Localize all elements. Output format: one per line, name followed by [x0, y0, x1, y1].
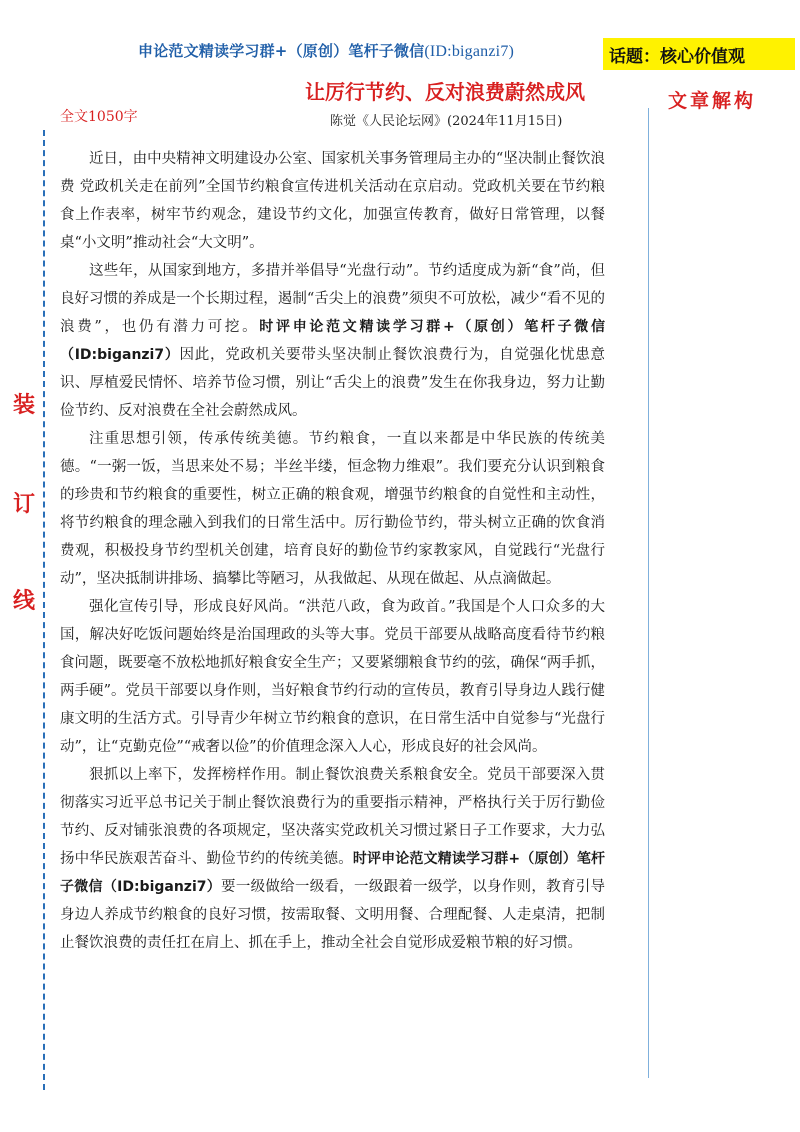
- margin-divider: [648, 108, 649, 1078]
- article-title: 让厉行节约、反对浪费蔚然成风: [305, 80, 585, 104]
- article-body: [60, 145, 605, 957]
- promo-text: 时评申论范文精读学习群+（原创）笔杆子微信（ID:biganzi7）: [60, 851, 606, 895]
- paragraph-5: 狠抓以上率下，发挥榜样作用。制止餐饮浪费关系粮食安全。党员干部要深入贯彻落实习近平总书记关于制止餐饮浪费行为的重要指示精神，严格执行关于厉行勤俭节约、反对铺张浪费的各项规定，坚决落实党政机关习惯过紧日子工作要求，大力弘扬中华民族艰苦奋斗、勤俭节约的传统美德。时评申论范文精读学习群+（原创）笔杆子微信（ID:biganzi7）要一级做给一级看，一级跟着一级学，以身作则，教育引导身边人养成节约粮食的良好习惯，按需取餐、文明用餐、合理配餐、人走桌清，把制止餐饮浪费的责任扛在肩上、抓在手上，推动全社会自觉形成爱粮节粮的好习惯。: [60, 767, 606, 951]
- binding-char-1: 装: [12, 392, 35, 418]
- channel-name: 申论范文精读学习群+（原创）笔杆子微信: [138, 42, 425, 60]
- paragraph-4: 强化宣传引导，形成良好风尚。“洪范八政，食为政首。”我国是个人口众多的大国，解决好吃饭问题始终是治国理政的头等大事。党员干部要从战略高度看待节约粮食问题，既要毫不放松地抓好粮食安全生产；又要紧绷粮食节约的弦，确保“两手抓，两手硬”。党员干部要以身作则，当好粮食节约行动的宣传员，教育引导身边人践行健康文明的生活方式。引导青少年树立节约粮食的意识，在日常生活中自觉参与“光盘行动”，让“克勤克俭”“戒奢以俭”的价值理念深入人心，形成良好的社会风尚。: [60, 599, 605, 755]
- binding-char-3: 线: [12, 588, 35, 614]
- word-count: 全文1050字: [60, 109, 138, 125]
- topic-badge: 话题：核心价值观: [603, 38, 795, 70]
- channel-header: [138, 40, 514, 61]
- paragraph-3: 注重思想引领，传承传统美德。节约粮食，一直以来都是中华民族的传统美德。“一粥一饭，当思来处不易；半丝半缕，恒念物力维艰”。我们要充分认识到粮食的珍贵和节约粮食的重要性，树立正确的粮食观，增强节约粮食的自觉性和主动性，将节约粮食的理念融入到我们的日常生活中。厉行勤俭节约，带头树立正确的饮食消费观，积极投身节约型机关创建，培育良好的勤俭节约家教家风，自觉践行“光盘行动”，坚决抵制讲排场、搞攀比等陋习，从我做起、从现在做起、从点滴做起。: [60, 431, 605, 587]
- paragraph-1: 近日，由中央精神文明建设办公室、国家机关事务管理局主办的“坚决制止餐饮浪费 党政机关走在前列”全国节约粮食宣传进机关活动在京启动。党政机关要在节约粮食上作表率，树牢节约观念，建设节约文化，加强宣传教育，做好日常管理，以餐桌“小文明”推动社会“大文明”。: [60, 151, 605, 251]
- article-byline: 陈觉《人民论坛网》(2024年11月15日): [330, 114, 563, 129]
- binding-dashed-line: [43, 130, 45, 1090]
- binding-char-2: 订: [12, 491, 35, 517]
- structure-label: 文章解构: [668, 90, 757, 112]
- paragraph-2: 这些年，从国家到地方，多措并举倡导“光盘行动”。节约适度成为新“食”尚，但良好习惯的养成是一个长期过程，遏制“舌尖上的浪费”须臾不可放松，减少“看不见的浪费”，也仍有潜力可挖。时评申论范文精读学习群+（原创）笔杆子微信（ID:biganzi7）因此，党政机关要带头坚决制止餐饮浪费行为，自觉强化忧患意识、厚植爱民情怀、培养节俭习惯，别让“舌尖上的浪费”发生在你我身边，努力让勤俭节约、反对浪费在全社会蔚然成风。: [60, 263, 606, 419]
- channel-id: (ID:biganzi7): [424, 43, 515, 60]
- promo-text: 时评申论范文精读学习群+（原创）笔杆子微信（ID:biganzi7）: [60, 319, 605, 363]
